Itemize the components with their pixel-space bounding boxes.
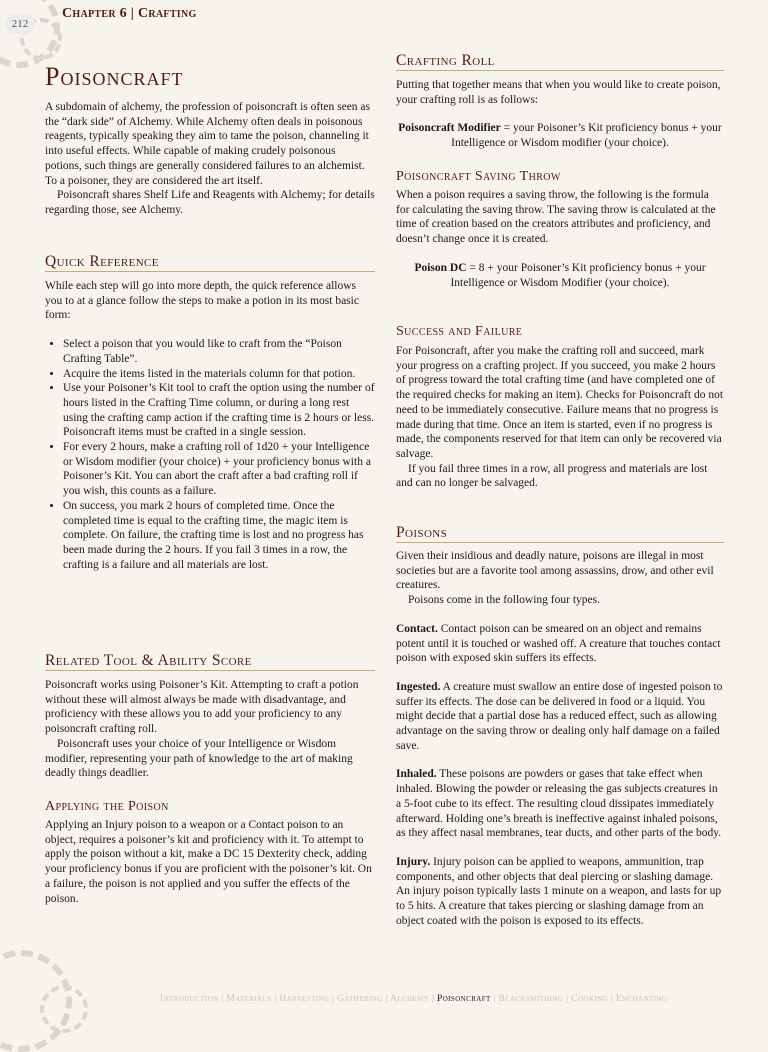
footer-nav-item[interactable]: Gathering [337,994,383,1004]
footer-nav-item[interactable]: Harvesting [279,994,330,1004]
poison-type-name: Inhaled. [396,768,437,781]
footer-nav-item[interactable]: Blacksmithing [498,994,564,1004]
page-title: Poisoncraft [45,62,184,91]
related-tool-paragraph: Poisoncraft uses your choice of your Intelligence or Wisdom modifier, representing your path of knowledge to the art of making deadly things deadlier. [45,737,353,780]
formula-text: = 8 + your Poisoner’s Kit proficiency bonus + your Intelligence or Wisdom Modifier (your choice). [450,261,706,289]
page-number: 212 [5,14,35,34]
footer-nav-item[interactable]: Materials [226,994,272,1004]
quick-reference-section [45,279,375,572]
related-tool-heading: Related Tool & Ability Score [45,654,375,671]
intro-section [45,100,375,218]
list-item: • For every 2 hours, make a crafting roll of 1d20 + your Intelligence or Wisdom modifier (your choice) + your proficiency bonus with a Poisoner’s Kit. You can abort the craft after a bad crafting roll if you wish, this counts as a failure. [63,440,375,499]
success-failure-heading: Success and Failure [396,324,523,339]
list-item: • Acquire the items listed in the materials column for that potion. [63,367,375,382]
gear-decoration-icon [40,985,88,1033]
footer-nav-item[interactable]: Introduction [160,994,219,1004]
saving-throw-heading: Poisoncraft Saving Throw [396,169,561,184]
footer-chapter-nav: Introduction | Materials | Harvesting | Gathering | Alchemy | Poisoncraft | Blacksmithing | Cooking | Enchanting [160,994,668,1004]
poisons-heading: Poisons [396,526,724,543]
formula-label: Poison DC [414,261,467,274]
crafting-roll-formula [396,121,724,150]
footer-nav-item[interactable]: Cooking [571,994,608,1004]
poisons-paragraph: Given their insidious and deadly nature, poisons are illegal in most societies but are a favorite tool among assassins, drow, and other evil creatures. [396,550,714,592]
applying-poison-heading: Applying the Poison [45,799,169,814]
crafting-roll-section [396,78,724,151]
success-failure-paragraph: For Poisoncraft, after you make the crafting roll and succeed, mark your progress on a crafting project. If you succeed, you make 2 hours of progress toward the total crafting time (and have completed one of the required checks for making an item). Checks for Poisoncraft do not need to be immediately consecutive. Failure means that no progress is made during that time. Once an item is started, even if no progress is made, the components reserved for that item can only be recovered via salvage. [396,345,724,460]
poison-type-name: Contact. [396,622,438,635]
poison-type-name: Injury. [396,855,431,868]
poison-type-name: Ingested. [396,680,441,693]
poison-type-text: A creature must swallow an entire dose of ingested poison to suffer its effects. The dose can be delivered in food or a liquid. You might decide that a partial dose has a reduced effect, such as allowing advantage on the saving throw or dealing only half damage on a failed save. [396,680,723,752]
poison-type-text: These poisons are powders or gases that take effect when inhaled. Blowing the powder or releasing the gas subjects creatures in a 5-foot cube to its effect. The resulting cloud dissipates immediately afterward. Holding one’s breath is ineffective against inhaled poisons, as they affect nasal membranes, tear ducts, and other parts of the body. [396,768,722,840]
crafting-roll-paragraph: Putting that together means that when you would like to create poison, your crafting roll is as follows: [396,79,721,106]
crafting-roll-heading: Crafting Roll [396,54,724,71]
formula-label: Poisoncraft Modifier [398,122,501,135]
list-item: • On success, you mark 2 hours of completed time. Once the completed time is equal to the crafting time, the magic item is complete. On failure, the crafting time is lost and no progress has been made during the 2 hours. If you fail 3 times in a row, the crafting is a failure and all materials are lost. [63,499,375,573]
poisons-section [396,549,724,928]
saving-throw-paragraph: When a poison requires a saving throw, the following is the formula for calculating the saving throw. The saving throw is calculated at the time of creation based on the creators attributes and proficiency, and doesn’t change once it is created. [396,189,716,246]
list-item: • Use your Poisoner’s Kit tool to craft the option using the number of hours listed in the Crafting Time column, or during a long rest using the crafting camp action if the crafting time is 2 hours or less. Poisoncraft items must be crafted in a single session. [63,381,375,440]
poison-type-injury [396,855,724,929]
applying-poison-paragraph: Applying an Injury poison to a weapon or a Contact poison to an object, requires a poisoner’s kit and proficiency with it. To attempt to apply the poison without a kit, make a DC 15 Dexterity check, adding your proficiency bonus if you are proficient with the poisoner’s kit. On a failure, the poison is not applied and you suffer the effects of the poison. [45,819,372,905]
footer-nav-item[interactable]: Alchemy [389,994,430,1004]
poison-type-inhaled [396,767,724,841]
success-failure-section [396,344,724,491]
poison-type-text: Injury poison can be applied to weapons, ammunition, trap components, and other objects that deal piercing or slashing damage. An injury poison typically lasts 1 minute on a weapon, and lasts for up to 5 hits. A creature that takes piercing or slashing damage from an object coated with the poison is exposed to its effects. [396,855,722,927]
intro-paragraph: A subdomain of alchemy, the profession of poisoncraft is often seen as the “dark side” of Alchemy. While Alchemy often deals in poisonous reagents, typically speaking they aim to tame the poison, channeling it into useful effects. While capable of making crudely poisonous potions, such things are generally considered failures to an alchemist. To a poisoner, they are considered the art itself. [45,101,371,187]
poisons-paragraph: Poisons come in the following four types. [408,594,600,607]
related-tool-paragraph: Poisoncraft works using Poisoner’s Kit. Attempting to craft a potion without these will almost always be made with disadvantage, and proficiency with these allows you to add your proficiency to any poisoncraft crafting roll. [45,679,359,736]
intro-paragraph: Poisoncraft shares Shelf Life and Reagents with Alchemy; for details regarding those, see Alchemy. [45,189,375,216]
poison-type-ingested [396,680,724,754]
related-tool-section [45,678,375,781]
quick-reference-list [45,337,375,572]
footer-nav-item-active[interactable]: Poisoncraft [437,994,491,1004]
formula-text: = your Poisoner’s Kit proficiency bonus + your Intelligence or Wisdom modifier (your choice). [451,122,722,150]
list-item: • Select a poison that you would like to craft from the “Poison Crafting Table”. [63,337,375,366]
saving-throw-formula [396,261,724,290]
quick-reference-intro: While each step will go into more depth, the quick reference allows you to at a glance follow the steps to make a potion in its most basic form: [45,280,359,322]
poison-type-contact [396,622,724,666]
success-failure-paragraph: If you fail three times in a row, all progress and materials are lost and can no longer be salvaged. [396,462,708,490]
poison-type-text: Contact poison can be smeared on an object and remains potent until it is touched or washed off. A creature that touches contact poison with exposed skin suffers its effects. [396,622,721,665]
footer-nav-item[interactable]: Enchanting [615,994,668,1004]
applying-poison-section [45,818,375,906]
quick-reference-heading: Quick Reference [45,255,375,272]
running-head: Chapter 6 | Crafting [62,6,197,21]
saving-throw-section [396,188,724,290]
